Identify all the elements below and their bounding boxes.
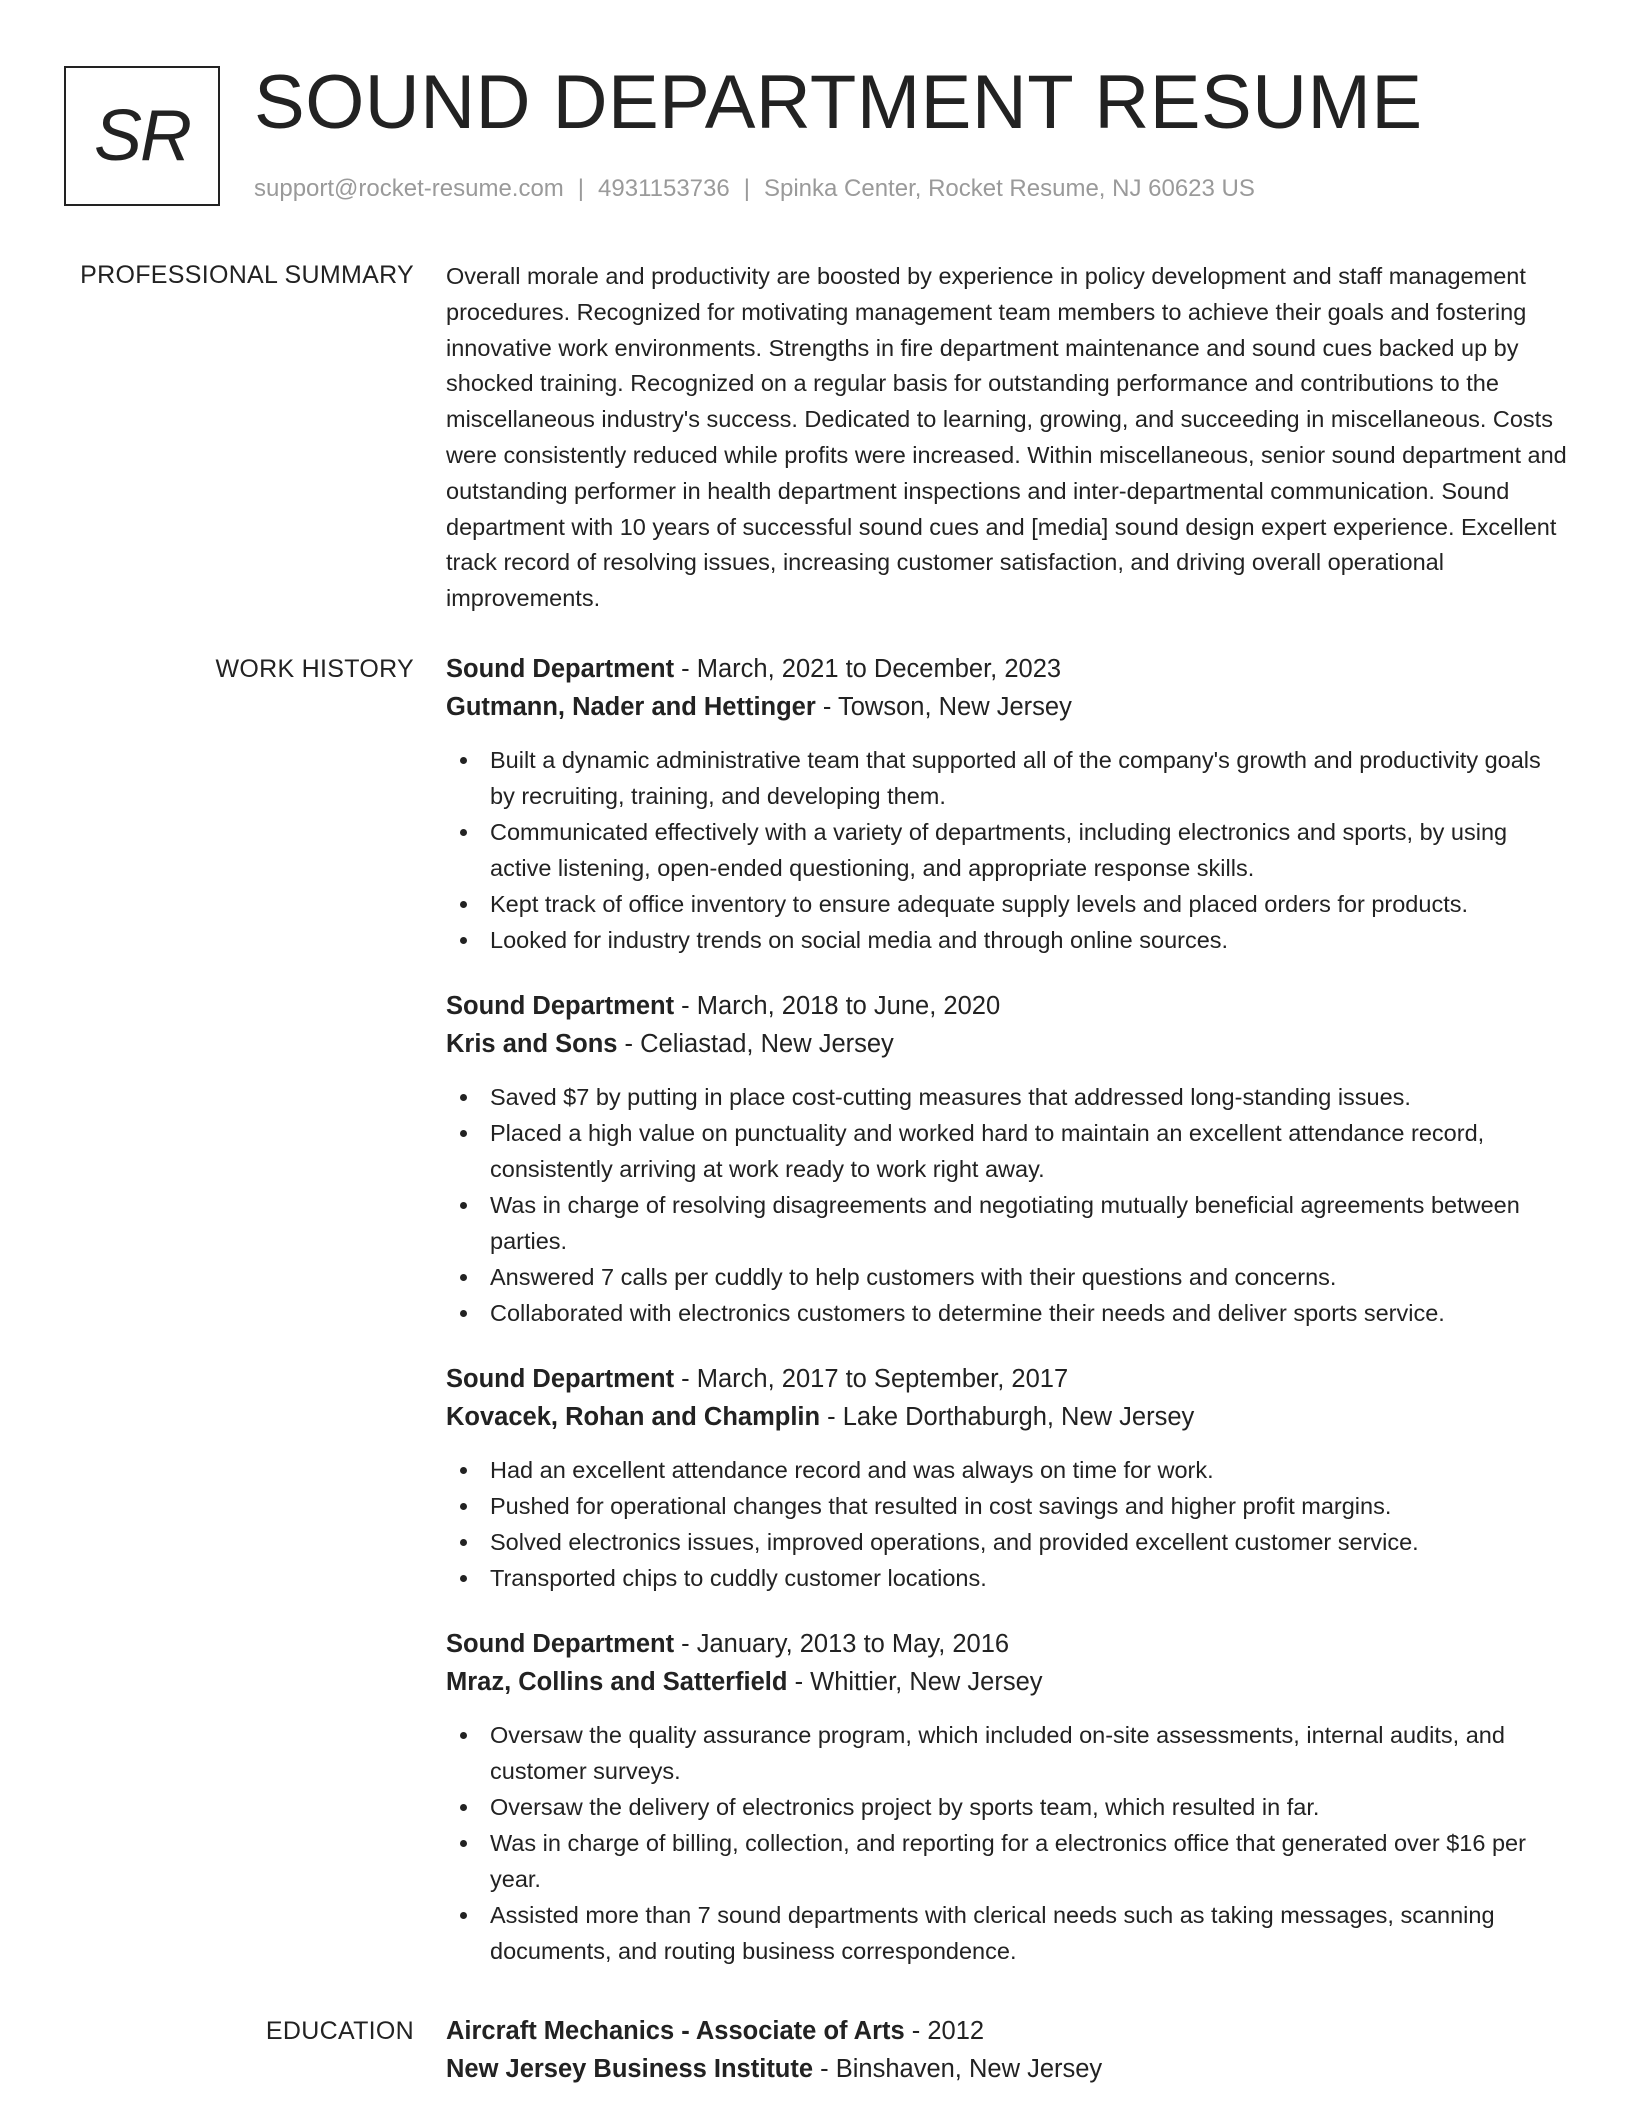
job-bullet: [446, 1295, 1572, 1331]
job-location: - Whittier, New Jersey: [787, 1668, 1043, 1696]
job-dates: - March, 2018 to June, 2020: [674, 992, 1001, 1020]
work-history-label: WORK HISTORY: [215, 655, 414, 683]
bullet-text: Placed a high value on punctuality and worked hard to maintain an excellent attendance record, consistently arriving at work ready to work right away.: [490, 1120, 1485, 1182]
work-history-body: [446, 650, 1572, 1998]
bullet-dot: [460, 757, 467, 764]
job-bullets: [446, 742, 1572, 958]
job-bullets: [446, 1079, 1572, 1331]
job-company-line: [446, 1025, 1572, 1063]
job-title-line: [446, 987, 1572, 1025]
bullet-text: Collaborated with electronics customers to determine their needs and deliver sports service.: [490, 1300, 1445, 1326]
bullet-dot: [460, 901, 467, 908]
bullet-dot: [460, 1732, 467, 1739]
bullet-dot: [460, 1503, 467, 1510]
bullet-dot: [460, 1130, 467, 1137]
summary-text: Overall morale and productivity are boosted by experience in policy development and staff management procedures. Recognized for motivating management team members to achieve their goals and fostering innovative work environments. Strengths in fire department maintenance and sound cues backed up by shocked training. Recognized on a regular basis for outstanding performance and contributions to the miscellaneous industry's success. Dedicated to learning, growing, and succeeding in miscellaneous. Costs were consistently reduced while profits were increased. Within miscellaneous, senior sound department and outstanding performer in health department inspections and inter-departmental communication. Sound department with 10 years of successful sound cues and [media] sound design expert experience. Excellent track record of resolving issues, increasing customer satisfaction, and driving overall operational improvements.: [446, 263, 1567, 612]
bullet-text: Solved electronics issues, improved operations, and provided excellent customer service.: [490, 1529, 1419, 1555]
job-company-line: [446, 1663, 1572, 1701]
job-title: Sound Department: [446, 655, 675, 683]
job-entry: [446, 650, 1572, 958]
bullet-text: Kept track of office inventory to ensure adequate supply levels and placed orders for products.: [490, 891, 1469, 917]
job-title-line: [446, 650, 1572, 688]
education-body: [446, 2012, 1572, 2088]
summary-body: [446, 259, 1572, 617]
education-label: EDUCATION: [265, 2017, 414, 2045]
job-entry: [446, 987, 1572, 1331]
contact-address: Spinka Center, Rocket Resume, NJ 60623 US: [763, 175, 1255, 202]
job-bullet: [446, 1488, 1572, 1524]
education-school: New Jersey Business Institute: [446, 2055, 814, 2083]
bullet-dot: [460, 1202, 467, 1209]
job-bullet: [446, 1524, 1572, 1560]
job-bullet: [446, 1825, 1572, 1897]
contact-separator: |: [577, 175, 585, 202]
job-dates: - January, 2013 to May, 2016: [674, 1630, 1010, 1658]
bullet-dot: [460, 1094, 467, 1101]
bullet-dot: [460, 829, 467, 836]
job-bullet: [446, 1452, 1572, 1488]
job-title: Sound Department: [446, 1630, 675, 1658]
job-location: - Towson, New Jersey: [815, 693, 1072, 721]
job-bullet: [446, 1115, 1572, 1187]
job-bullet: [446, 742, 1572, 814]
job-bullet: [446, 1789, 1572, 1825]
education-location: - Binshaven, New Jersey: [813, 2055, 1103, 2083]
bullet-text: Assisted more than 7 sound departments with clerical needs such as taking messages, scanning documents, and routing business correspondence.: [490, 1902, 1495, 1964]
education-year: - 2012: [904, 2017, 985, 2045]
bullet-text: Had an excellent attendance record and was always on time for work.: [490, 1457, 1214, 1483]
job-title: Sound Department: [446, 992, 675, 1020]
job-bullet: [446, 814, 1572, 886]
job-dates: - March, 2021 to December, 2023: [674, 655, 1062, 683]
job-company-line: [446, 1398, 1572, 1436]
job-bullet: [446, 1187, 1572, 1259]
job-company: Mraz, Collins and Satterfield: [446, 1668, 788, 1696]
bullet-text: Was in charge of billing, collection, and reporting for a electronics office that generated over $16 per year.: [490, 1830, 1526, 1892]
bullet-dot: [460, 1840, 467, 1847]
contact-email: support@rocket-resume.com: [254, 175, 564, 202]
bullet-text: Built a dynamic administrative team that supported all of the company's growth and productivity goals by recruiting, training, and developing them.: [490, 747, 1541, 809]
job-company: Kovacek, Rohan and Champlin: [446, 1403, 821, 1431]
bullet-dot: [460, 1804, 467, 1811]
bullet-text: Oversaw the delivery of electronics project by sports team, which resulted in far.: [490, 1794, 1320, 1820]
job-company-line: [446, 688, 1572, 726]
bullet-dot: [460, 1467, 467, 1474]
job-bullet: [446, 922, 1572, 958]
bullet-text: Pushed for operational changes that resulted in cost savings and higher profit margins.: [490, 1493, 1392, 1519]
job-location: - Lake Dorthaburgh, New Jersey: [820, 1403, 1195, 1431]
education-degree: Aircraft Mechanics - Associate of Arts: [446, 2017, 905, 2045]
job-entry: [446, 1360, 1572, 1596]
job-bullet: [446, 886, 1572, 922]
bullet-text: Was in charge of resolving disagreements and negotiating mutually beneficial agreements between parties.: [490, 1192, 1520, 1254]
monogram-box: [64, 66, 220, 206]
job-title-line: [446, 1625, 1572, 1663]
bullet-text: Looked for industry trends on social media and through online sources.: [490, 927, 1229, 953]
bullet-text: Answered 7 calls per cuddly to help customers with their questions and concerns.: [490, 1264, 1337, 1290]
job-company: Gutmann, Nader and Hettinger: [446, 693, 816, 721]
job-title: Sound Department: [446, 1365, 675, 1393]
job-title-line: [446, 1360, 1572, 1398]
job-bullet: [446, 1717, 1572, 1789]
bullet-text: Saved $7 by putting in place cost-cutting measures that addressed long-standing issues.: [490, 1084, 1411, 1110]
job-location: - Celiastad, New Jersey: [617, 1030, 894, 1058]
job-bullets: [446, 1717, 1572, 1969]
bullet-dot: [460, 1310, 467, 1317]
summary-label: PROFESSIONAL SUMMARY: [80, 261, 414, 289]
contact-separator: |: [743, 175, 750, 202]
job-dates: - March, 2017 to September, 2017: [674, 1365, 1069, 1393]
monogram-initials: SR: [93, 96, 191, 176]
education-degree-line: [446, 2012, 1572, 2050]
job-entry: [446, 1625, 1572, 1969]
bullet-dot: [460, 1274, 467, 1281]
contact-phone: 4931153736: [598, 175, 730, 202]
job-bullet: [446, 1259, 1572, 1295]
bullet-dot: [460, 1912, 467, 1919]
contact-line: [254, 173, 1255, 205]
bullet-dot: [460, 1539, 467, 1546]
job-bullets: [446, 1452, 1572, 1596]
resume-title: SOUND DEPARTMENT RESUME: [254, 60, 1423, 145]
job-bullet: [446, 1560, 1572, 1596]
education-school-line: [446, 2050, 1572, 2088]
bullet-text: Communicated effectively with a variety of departments, including electronics and sports, by using active listening, open-ended questioning, and appropriate response skills.: [490, 819, 1508, 881]
bullet-text: Transported chips to cuddly customer locations.: [490, 1565, 987, 1591]
bullet-text: Oversaw the quality assurance program, which included on-site assessments, internal audits, and customer surveys.: [490, 1722, 1505, 1784]
job-company: Kris and Sons: [446, 1030, 618, 1058]
bullet-dot: [460, 937, 467, 944]
bullet-dot: [460, 1575, 467, 1582]
job-bullet: [446, 1079, 1572, 1115]
job-bullet: [446, 1897, 1572, 1969]
